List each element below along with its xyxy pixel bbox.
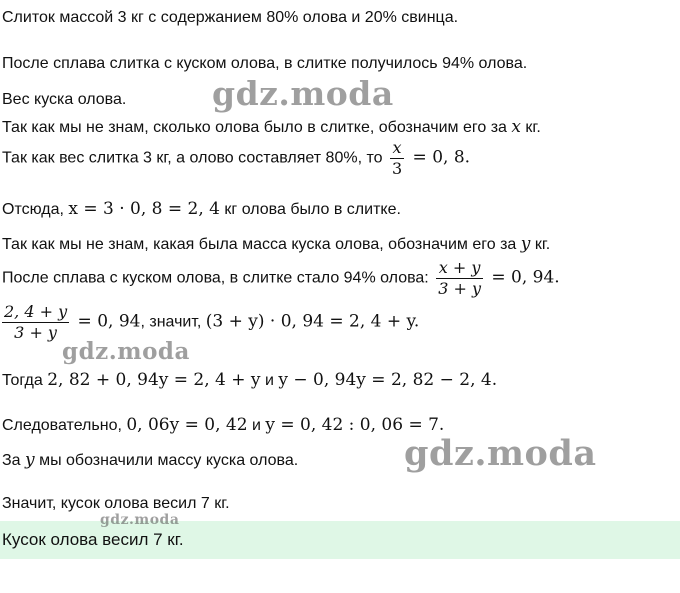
text-segment: и <box>247 417 266 434</box>
text-segment: Так как вес слитка 3 кг, а олово составляет 80%, то <box>2 149 387 167</box>
text-segment: За <box>2 452 26 469</box>
fraction-numerator: x <box>392 138 402 157</box>
answer-text: Кусок олова весил 7 кг. <box>2 530 184 549</box>
text-segment: кг. <box>520 119 541 136</box>
text-line-11 <box>2 415 444 436</box>
watermark: gdz.moda <box>404 433 597 474</box>
text-segment: Тогда <box>2 372 48 389</box>
text-segment: Следовательно, <box>2 417 127 434</box>
text-line-7 <box>2 234 550 255</box>
fraction-x-over-3 <box>390 138 404 179</box>
math-expression: 0, 06y = 0, 42 <box>126 415 248 435</box>
text-line-2: После сплава слитка с куском олова, в слитке получилось 94% олова. <box>2 55 528 72</box>
text-segment: кг олова было в слитке. <box>219 201 401 218</box>
text-line-3: Вес куска олова. <box>2 91 127 108</box>
math-expression: 2, 82 + 0, 94y = 2, 4 + y <box>47 370 261 390</box>
math-expression: = 0, 94. <box>486 267 560 288</box>
math-expression: = 0, 8. <box>407 147 471 168</box>
math-expression: x = 3 · 0, 8 = 2, 4 <box>68 199 220 219</box>
text-segment: , значит, <box>140 313 206 331</box>
text-line-8 <box>2 258 560 299</box>
math-variable: y <box>25 450 35 470</box>
text-line-4 <box>2 117 541 138</box>
text-segment: Так как мы не знам, сколько олова было в слитке, обозначим его за <box>2 119 512 136</box>
text-segment: мы обозначили массу куска олова. <box>34 452 299 469</box>
fraction-numerator: x + y <box>438 258 481 277</box>
fraction-24y-over-3y <box>2 302 69 343</box>
text-segment: и <box>260 372 279 389</box>
text-line-10 <box>2 370 497 391</box>
text-line-6 <box>2 199 401 220</box>
text-line-5 <box>2 138 470 179</box>
fraction-xy-over-3y <box>436 258 483 299</box>
math-expression: y = 0, 42 : 0, 06 = 7. <box>265 415 445 435</box>
fraction-denominator: 3 <box>391 159 403 178</box>
watermark: gdz.moda <box>62 338 190 365</box>
fraction-denominator: 3 + y <box>2 322 69 343</box>
text-segment: кг. <box>530 236 551 253</box>
text-segment: Отсюда, <box>2 201 69 218</box>
math-expression: (3 + y) · 0, 94 = 2, 4 + y. <box>205 311 420 332</box>
math-variable: y <box>520 234 531 254</box>
math-expression: = 0, 94 <box>72 311 141 332</box>
text-line-9 <box>2 302 419 343</box>
text-segment: После сплава с куском олова, в слитке стало 94% олова: <box>2 269 434 287</box>
fraction-numerator: 2, 4 + y <box>4 302 68 321</box>
fraction-denominator: 3 + y <box>438 279 481 298</box>
watermark: gdz.moda <box>100 512 180 528</box>
text-segment: Так как мы не знам, какая была масса куска олова, обозначим его за <box>2 236 521 253</box>
math-expression: y − 0, 94y = 2, 82 − 2, 4. <box>278 370 498 390</box>
text-line-12 <box>2 450 298 471</box>
watermark: gdz.moda <box>212 74 394 113</box>
math-variable: x <box>511 117 521 137</box>
text-line-1: Слиток массой 3 кг с содержанием 80% олова и 20% свинца. <box>2 9 459 26</box>
text-line-13: Значит, кусок олова весил 7 кг. <box>2 495 230 512</box>
